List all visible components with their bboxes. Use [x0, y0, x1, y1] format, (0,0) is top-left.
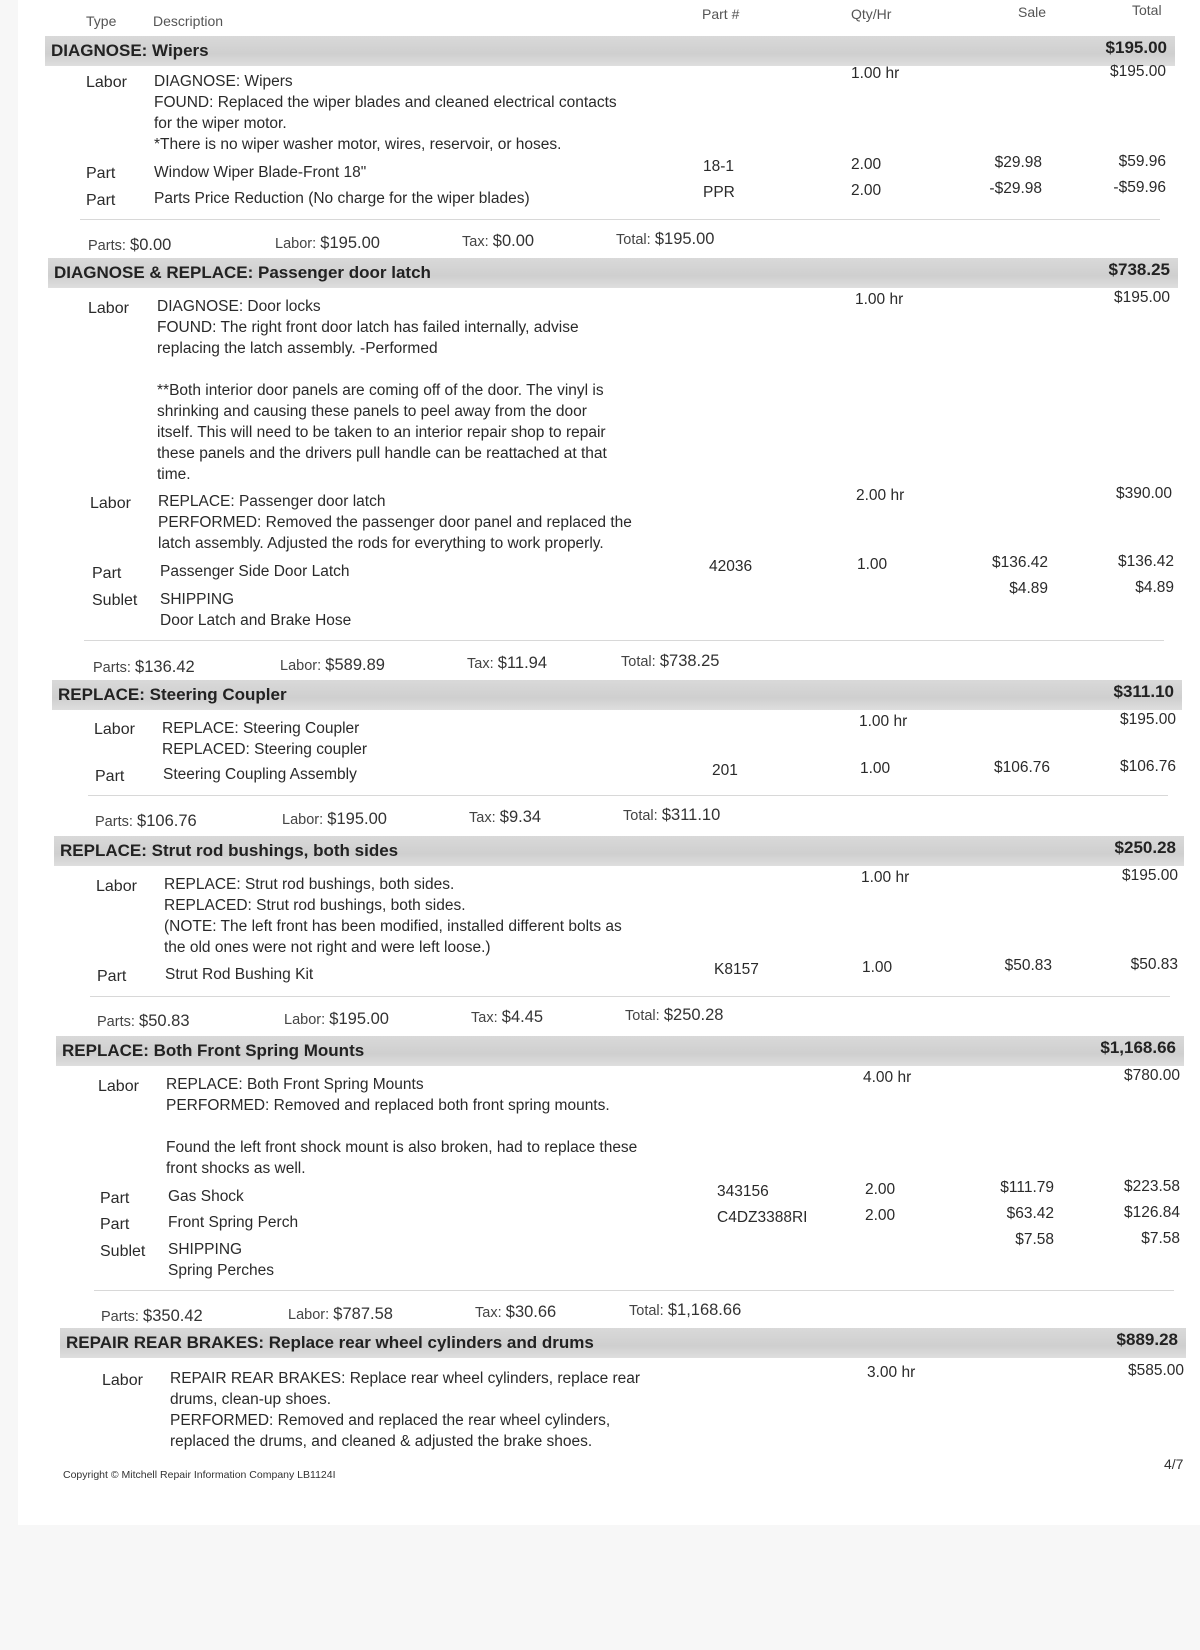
line-qty: 1.00	[857, 556, 888, 573]
column-header-sale: Sale	[1018, 4, 1047, 20]
section-total: $250.28	[1114, 838, 1176, 857]
line-sale: -$29.98	[989, 180, 1042, 197]
divider	[90, 996, 1170, 997]
page-number: 4/7	[1164, 1456, 1184, 1472]
line-qty: 3.00 hr	[867, 1364, 916, 1381]
line-description: DIAGNOSE: Wipers FOUND: Replaced the wiper blades and cleaned electrical contacts for the wiper motor. *There is no wiper washer motor, wires, reservoir, or hoses.	[154, 73, 617, 153]
section-header	[60, 1328, 1186, 1358]
line-type: Part	[95, 768, 125, 785]
parts-value: $136.42	[135, 658, 195, 676]
section-summary-labor	[275, 234, 380, 253]
tax-value: $11.94	[497, 654, 548, 672]
line-part-no: 201	[712, 762, 738, 779]
line-qty: 1.00 hr	[859, 713, 908, 730]
section-header	[45, 36, 1175, 66]
line-part-no: PPR	[703, 184, 735, 201]
tax-value: $30.66	[505, 1303, 557, 1321]
tax-label: Tax:	[462, 234, 489, 250]
section-summary-labor	[284, 1010, 389, 1029]
section-title: REPLACE: Steering Coupler	[58, 685, 287, 704]
line-type: Sublet	[92, 592, 138, 609]
parts-label: Parts:	[93, 660, 131, 676]
line-sale: $111.79	[1000, 1179, 1054, 1196]
tax-label: Tax:	[471, 1010, 498, 1026]
section-summary	[93, 658, 195, 677]
section-header	[54, 836, 1184, 866]
line-type: Labor	[88, 300, 129, 317]
line-description: REPLACE: Passenger door latch PERFORMED: Removed the passenger door panel and replaced the latch assembly. Adjusted the rods for everything to work properly.	[158, 493, 632, 552]
total-label: Total:	[629, 1303, 664, 1319]
line-total: $4.89	[1135, 579, 1174, 596]
line-total: $195.00	[1109, 63, 1166, 80]
total-label: Total:	[621, 654, 656, 670]
section-summary-total	[623, 806, 720, 825]
total-value: $311.10	[661, 806, 721, 824]
column-header-part-no: Part #	[702, 6, 740, 22]
line-type: Part	[86, 165, 116, 182]
line-qty: 2.00	[851, 182, 882, 199]
line-type: Labor	[96, 878, 137, 895]
line-description: Gas Shock	[168, 1188, 244, 1205]
section-total: $195.00	[1105, 38, 1167, 57]
line-description: DIAGNOSE: Door locks FOUND: The right front door latch has failed internally, advise replacing the latch assembly. -Performed **Both interior door panels are coming off of the door. The vinyl is shrinking and causing these panels to peel away from the door itself. This will need to be taken to an interior repair shop to repair these panels and the drivers pull handle can be reattached at that time.	[157, 298, 607, 483]
line-total: $50.83	[1130, 956, 1178, 973]
total-value: $738.25	[659, 652, 720, 670]
labor-label: Labor:	[280, 658, 322, 674]
line-description: REPLACE: Both Front Spring Mounts PERFORMED: Removed and replaced both front spring mounts. Found the left front shock mount is also broken, had to replace these front shocks as well.	[166, 1076, 638, 1177]
line-part-no: 42036	[709, 558, 753, 575]
total-label: Total:	[616, 232, 651, 248]
section-header	[52, 680, 1182, 710]
divider	[94, 1290, 1174, 1291]
line-type: Labor	[98, 1078, 139, 1095]
tax-value: $0.00	[492, 232, 535, 250]
labor-value: $195.00	[320, 234, 380, 252]
section-summary-total	[621, 652, 720, 671]
labor-label: Labor:	[288, 1307, 330, 1323]
line-type: Labor	[86, 74, 127, 91]
section-total: $311.10	[1113, 682, 1174, 701]
tax-label: Tax:	[475, 1305, 502, 1321]
column-header-qty-hr: Qty/Hr	[851, 6, 892, 22]
line-total: $195.00	[1119, 711, 1176, 728]
line-total: $7.58	[1141, 1230, 1180, 1247]
total-value: $250.28	[663, 1006, 724, 1024]
line-total: $59.96	[1118, 153, 1166, 170]
line-type: Labor	[90, 495, 131, 512]
line-part-no: 18-1	[703, 158, 735, 175]
labor-label: Labor:	[284, 1012, 326, 1028]
line-total: $195.00	[1113, 289, 1170, 306]
section-title: DIAGNOSE: Wipers	[51, 41, 209, 60]
parts-label: Parts:	[97, 1014, 135, 1030]
parts-value: $106.76	[137, 812, 197, 830]
section-summary-tax	[475, 1303, 556, 1322]
section-total: $1,168.66	[1100, 1038, 1176, 1057]
section-summary	[95, 812, 197, 831]
column-header-description: Description	[153, 13, 224, 29]
line-type: Part	[97, 968, 127, 985]
line-total: -$59.96	[1113, 179, 1166, 196]
line-description: Front Spring Perch	[168, 1214, 299, 1231]
section-summary-tax	[462, 232, 534, 251]
line-description: Parts Price Reduction (No charge for the wiper blades)	[154, 190, 530, 207]
line-sale: $29.98	[994, 154, 1042, 171]
section-summary-total	[629, 1301, 741, 1320]
line-qty: 4.00 hr	[863, 1069, 912, 1086]
line-qty: 2.00	[865, 1181, 896, 1198]
line-sale: $136.42	[991, 554, 1048, 571]
divider	[84, 640, 1164, 641]
line-type: Labor	[102, 1372, 143, 1389]
labor-value: $195.00	[329, 1010, 389, 1028]
parts-value: $0.00	[130, 236, 172, 254]
column-header-type: Type	[86, 13, 117, 29]
total-label: Total:	[623, 808, 658, 824]
line-total: $136.42	[1117, 553, 1174, 570]
line-type: Labor	[94, 721, 135, 738]
line-total: $585.00	[1127, 1362, 1184, 1379]
line-qty: 2.00	[865, 1207, 896, 1224]
line-part-no: 343156	[717, 1183, 769, 1200]
parts-value: $50.83	[139, 1012, 190, 1030]
section-summary	[101, 1307, 203, 1326]
line-description: REPAIR REAR BRAKES: Replace rear wheel cylinders, replace rear drums, clean-up shoes. PERFORMED: Removed and replaced the rear wheel cylinders, replaced the drums, and cleaned & adjusted the brake shoes.	[170, 1370, 641, 1450]
total-value: $195.00	[654, 230, 715, 248]
line-total: $390.00	[1115, 485, 1172, 502]
line-description: Window Wiper Blade-Front 18"	[154, 164, 367, 181]
line-qty: 1.00	[860, 760, 891, 777]
line-sale: $63.42	[1006, 1205, 1054, 1222]
line-total: $195.00	[1121, 867, 1178, 884]
section-summary-tax	[471, 1008, 543, 1027]
line-description: Strut Rod Bushing Kit	[165, 966, 314, 983]
line-qty: 1.00 hr	[861, 869, 910, 886]
parts-label: Parts:	[95, 814, 133, 830]
tax-label: Tax:	[467, 656, 494, 672]
line-qty: 1.00	[862, 959, 893, 976]
section-summary	[97, 1012, 190, 1031]
labor-value: $589.89	[325, 656, 385, 674]
labor-label: Labor:	[282, 812, 324, 828]
line-qty: 1.00 hr	[851, 65, 900, 82]
section-total: $738.25	[1108, 260, 1170, 279]
labor-value: $195.00	[327, 810, 387, 828]
tax-value: $9.34	[499, 808, 542, 826]
section-title: REPAIR REAR BRAKES: Replace rear wheel cylinders and drums	[66, 1333, 594, 1352]
line-type: Part	[100, 1190, 130, 1207]
line-sale: $4.89	[1009, 580, 1048, 597]
section-summary-labor	[282, 810, 387, 829]
divider	[80, 219, 1160, 220]
line-total: $106.76	[1119, 758, 1176, 775]
line-total: $223.58	[1123, 1178, 1180, 1195]
section-summary-tax	[469, 808, 541, 827]
line-sale: $7.58	[1015, 1231, 1054, 1248]
section-title: REPLACE: Strut rod bushings, both sides	[60, 841, 399, 860]
tax-label: Tax:	[469, 810, 496, 826]
section-header	[56, 1036, 1184, 1066]
section-header	[48, 258, 1178, 288]
parts-label: Parts:	[101, 1309, 139, 1325]
total-value: $1,168.66	[667, 1301, 742, 1319]
line-description: Steering Coupling Assembly	[163, 766, 357, 783]
section-total: $889.28	[1116, 1330, 1178, 1349]
section-summary-total	[625, 1006, 724, 1025]
line-total: $780.00	[1123, 1067, 1180, 1084]
section-title: REPLACE: Both Front Spring Mounts	[62, 1041, 365, 1060]
line-description: REPLACE: Steering Coupler REPLACED: Steering coupler	[162, 720, 368, 758]
copyright-notice: Copyright © Mitchell Repair Information Company LB1124I	[63, 1469, 336, 1481]
line-description: SHIPPING Spring Perches	[168, 1241, 274, 1279]
line-qty: 2.00	[851, 156, 882, 173]
divider	[88, 795, 1168, 796]
section-summary-total	[616, 230, 715, 249]
section-summary-labor	[280, 656, 385, 675]
section-title: DIAGNOSE & REPLACE: Passenger door latch	[54, 263, 431, 282]
total-label: Total:	[625, 1008, 660, 1024]
parts-value: $350.42	[143, 1307, 203, 1325]
line-type: Part	[100, 1216, 130, 1233]
parts-label: Parts:	[88, 238, 126, 254]
line-qty: 1.00 hr	[855, 291, 904, 308]
line-description: Passenger Side Door Latch	[160, 563, 350, 580]
line-part-no: K8157	[714, 961, 759, 978]
line-part-no: C4DZ3388RI	[717, 1209, 808, 1226]
labor-value: $787.58	[333, 1305, 393, 1323]
line-total: $126.84	[1123, 1204, 1180, 1221]
line-sale: $50.83	[1004, 957, 1052, 974]
tax-value: $4.45	[501, 1008, 544, 1026]
column-header-total: Total	[1132, 2, 1162, 18]
section-summary	[88, 236, 171, 255]
line-type: Part	[92, 565, 122, 582]
line-sale: $106.76	[993, 759, 1050, 776]
line-type: Part	[86, 192, 116, 209]
line-description: REPLACE: Strut rod bushings, both sides. REPLACED: Strut rod bushings, both sides. (NOTE: The left front has been modified, installed different bolts as the old ones were not right and were left loose.)	[164, 876, 622, 956]
section-summary-labor	[288, 1305, 393, 1324]
section-summary-tax	[467, 654, 547, 673]
labor-label: Labor:	[275, 236, 317, 252]
line-qty: 2.00 hr	[856, 487, 905, 504]
line-type: Sublet	[100, 1243, 146, 1260]
line-description: SHIPPING Door Latch and Brake Hose	[160, 591, 352, 629]
